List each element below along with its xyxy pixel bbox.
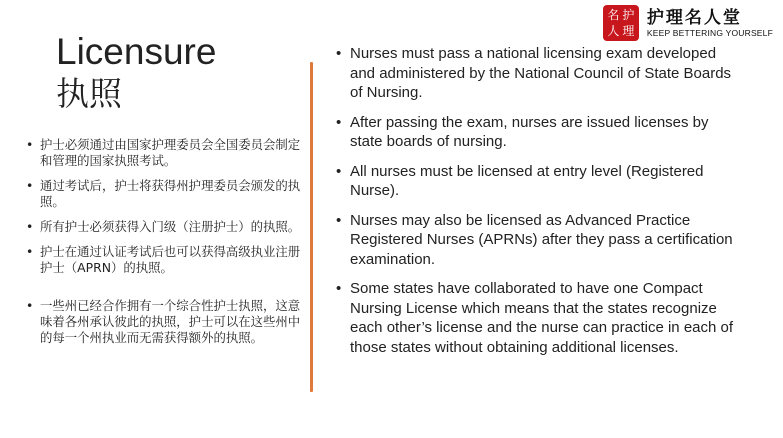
logo-tagline: KEEP BETTERING YOURSELF — [646, 27, 773, 38]
list-item: • 护士必须通过由国家护理委员会全国委员会制定和管理的国家执照考试。 — [22, 137, 307, 169]
list-item: • 一些州已经合作拥有一个综合性护士执照，这意味着各州承认彼此的执照，护士可以在这些州中的每一个州执业而无需获得额外的执照。 — [22, 298, 307, 346]
list-item: • Some states have collaborated to have one Compact Nursing License which means that the states recognize each other’s license and the nurse can practice in each of those states without obtaining additional licenses. — [334, 279, 734, 357]
logo-seal-char: 名 — [607, 8, 620, 22]
logo-seal-char: 护 — [622, 8, 635, 22]
list-item: • All nurses must be licensed at entry level (Registered Nurse). — [334, 162, 734, 201]
list-item: • After passing the exam, nurses are issued licenses by state boards of nursing. — [334, 113, 734, 152]
list-item: • 所有护士必须获得入门级（注册护士）的执照。 — [22, 219, 307, 235]
title-english: Licensure — [56, 31, 217, 72]
logo-seal-char: 理 — [622, 24, 635, 38]
logo — [603, 5, 773, 41]
slide-title — [56, 32, 216, 114]
chinese-bullet-list — [22, 137, 307, 346]
logo-seal-char: 人 — [607, 24, 620, 38]
logo-text — [647, 8, 773, 39]
list-item: • Nurses may also be licensed as Advanced Practice Registered Nurses (APRNs) after they pass a certification examination. — [334, 211, 734, 270]
vertical-divider — [310, 62, 313, 392]
list-item: • 护士在通过认证考试后也可以获得高级执业注册护士（APRN）的执照。 — [22, 244, 307, 276]
english-bullet-list — [334, 44, 734, 357]
title-chinese: 执照 — [56, 75, 122, 112]
list-item: • Nurses must pass a national licensing exam developed and administered by the National Council of State Boards of Nursing. — [334, 44, 734, 103]
logo-seal — [603, 5, 639, 41]
logo-name: 护理名人堂 — [646, 7, 742, 28]
list-item: • 通过考试后，护士将获得州护理委员会颁发的执照。 — [22, 178, 307, 210]
